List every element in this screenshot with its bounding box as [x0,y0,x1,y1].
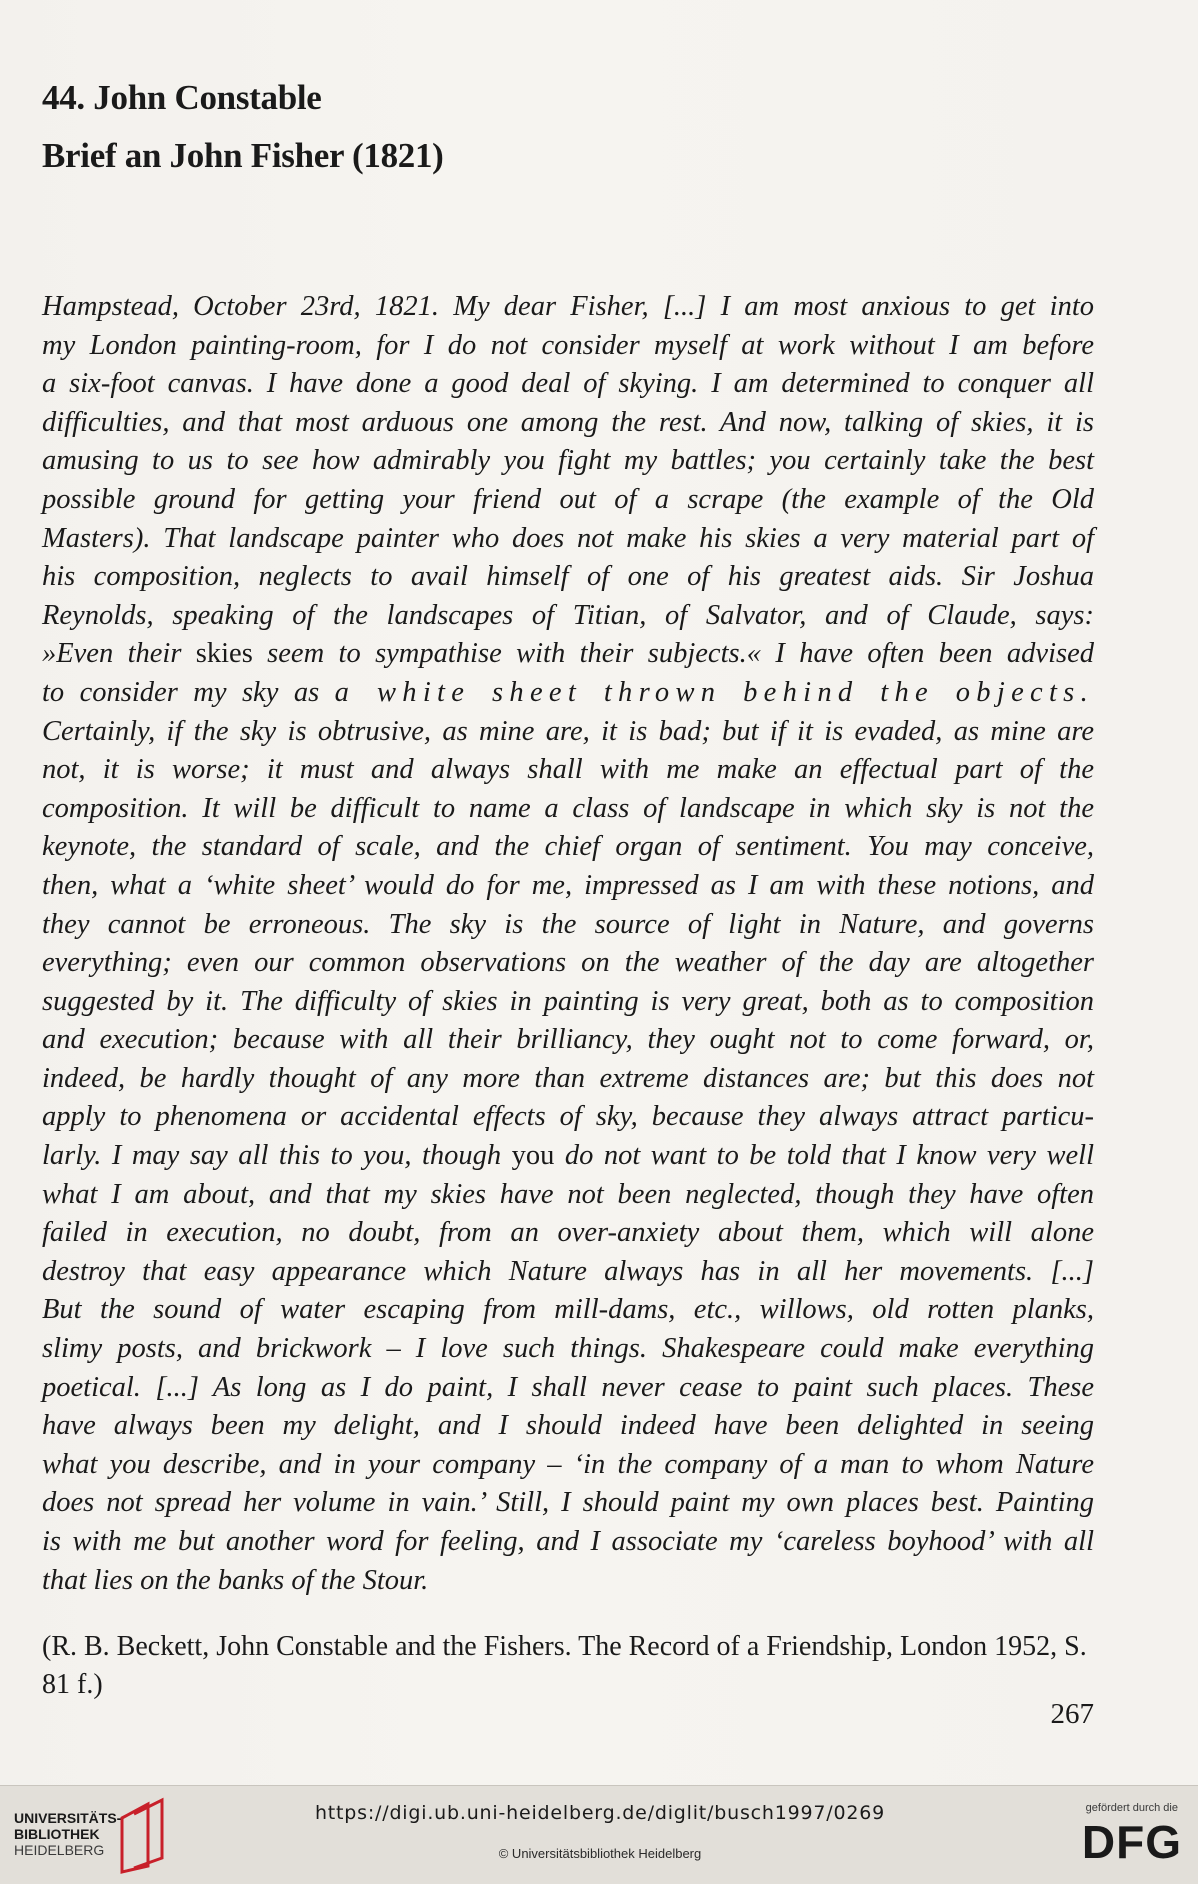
text-segment: larly. I may say all this to you, though [42,1140,512,1172]
library-logo-icon [118,1796,170,1881]
text-line: my London painting-room, for I do not consider myself at work without I am before [42,329,1094,361]
letter-text [42,288,1094,1600]
library-name-line: BIBLIOTHEK [14,1826,100,1842]
upright-word: skies [195,638,253,670]
text-segment: »Even their [42,638,196,670]
text-line: keynote, the standard of scale, and the chief organ of sentiment. You may conceive, [42,831,1094,863]
page-content [42,70,1094,1704]
text-segment: to consider my sky as [42,676,335,708]
text-line: Certainly, if the sky is obtrusive, as mine are, it is bad; but if it is evaded, as mine are [42,715,1094,747]
page-number: 267 [1050,1698,1094,1730]
text-line: that lies on the banks of the Stour. [42,1564,429,1596]
permalink[interactable]: https://digi.ub.uni-heidelberg.de/diglit/busch1997/0269 [314,1802,886,1824]
text-line: Hampstead, October 23rd, 1821. My dear Fisher, [...] I am most anxious to get into [42,291,1094,322]
footer-bar [0,1785,1198,1884]
text-line: is with me but another word for feeling, and I associate my ‘careless boyhood’ with all [42,1526,1094,1557]
spaced-phrase: a white sheet thrown behind the objects. [334,676,1094,708]
text-line: failed in execution, no doubt, from an over-anxiety about them, which will alone [42,1217,1094,1249]
citation-line: 81 f.) [42,1669,103,1701]
text-segment: do not want to be told that I know very well [554,1140,1094,1172]
text-line: does not spread her volume in vain.’ Still, I should paint my own places best. Painting [42,1487,1094,1519]
text-line: his composition, neglects to avail himself of one of his greatest aids. Sir Joshua [42,561,1094,593]
text-line: Reynolds, speaking of the landscapes of Titian, of Salvator, and of Claude, says: [42,599,1094,631]
text-line: poetical. [...] As long as I do paint, I shall never cease to paint such places. These [42,1371,1094,1403]
chapter-subheading: Brief an John Fisher (1821) [42,136,444,175]
text-line: what you describe, and in your company – ‘in the company of a man to whom Nature [42,1448,1094,1480]
text-line: apply to phenomena or accidental effects of sky, because they always attract particu- [42,1101,1094,1133]
copyright-notice: © Universitätsbibliothek Heidelberg [498,1846,702,1861]
text-line: But the sound of water escaping from mill-dams, etc., willows, old rotten planks, [42,1294,1094,1326]
text-segment: seem to sympathise with their subjects.« I have often been advised [252,638,1094,670]
text-line: possible ground for getting your friend out of a scrape (the example of the Old [42,483,1094,515]
text-line: they cannot be erroneous. The sky is the source of light in Nature, and governs [42,908,1094,940]
funded-by-label: gefördert durch die [1085,1802,1178,1814]
text-line: a six-foot canvas. I have done a good deal of skying. I am determined to conquer all [42,368,1094,400]
text-line: destroy that easy appearance which Nature always has in all her movements. [...] [42,1255,1094,1287]
text-line: suggested by it. The difficulty of skies in painting is very great, both as to composition [42,985,1094,1017]
text-line: slimy posts, and brickwork – I love such things. Shakespeare could make everything [42,1333,1094,1365]
text-line: what I am about, and that my skies have not been neglected, though they have often [42,1178,1094,1210]
citation-line: (R. B. Beckett, John Constable and the Fishers. The Record of a Friendship, London 1952, S. [42,1631,1087,1663]
text-line: indeed, be hardly thought of any more than extreme distances are; but this does not [42,1062,1094,1094]
dfg-logo: DFG [1081,1816,1182,1868]
text-line: composition. It will be difficult to name a class of landscape in which sky is not the [42,792,1094,824]
text-line: Masters). That landscape painter who does not make his skies a very material part of [42,522,1094,554]
text-line: not, it is worse; it must and always shall with me make an effectual part of the [42,754,1094,786]
library-name-line: UNIVERSITÄTS- [14,1810,122,1826]
source-citation [42,1628,1094,1704]
text-line: then, what a ‘white sheet’ would do for me, impressed as I am with these notions, and [42,869,1094,901]
library-name [14,1810,121,1858]
text-line [42,635,1094,674]
text-line: have always been my delight, and I should indeed have been delighted in seeing [42,1410,1094,1442]
text-line: amusing to us to see how admirably you fight my battles; you certainly take the best [42,445,1094,477]
text-line [42,1137,1094,1176]
upright-word: you [511,1140,555,1172]
text-line [42,674,1094,713]
text-line: difficulties, and that most arduous one among the rest. And now, talking of skies, it is [42,406,1094,438]
text-line: and execution; because with all their brilliancy, they ought not to come forward, or, [42,1024,1094,1056]
library-name-line: HEIDELBERG [14,1842,105,1858]
chapter-heading: 44. John Constable [42,78,322,117]
text-line: everything; even our common observations on the weather of the day are altogether [42,947,1094,979]
